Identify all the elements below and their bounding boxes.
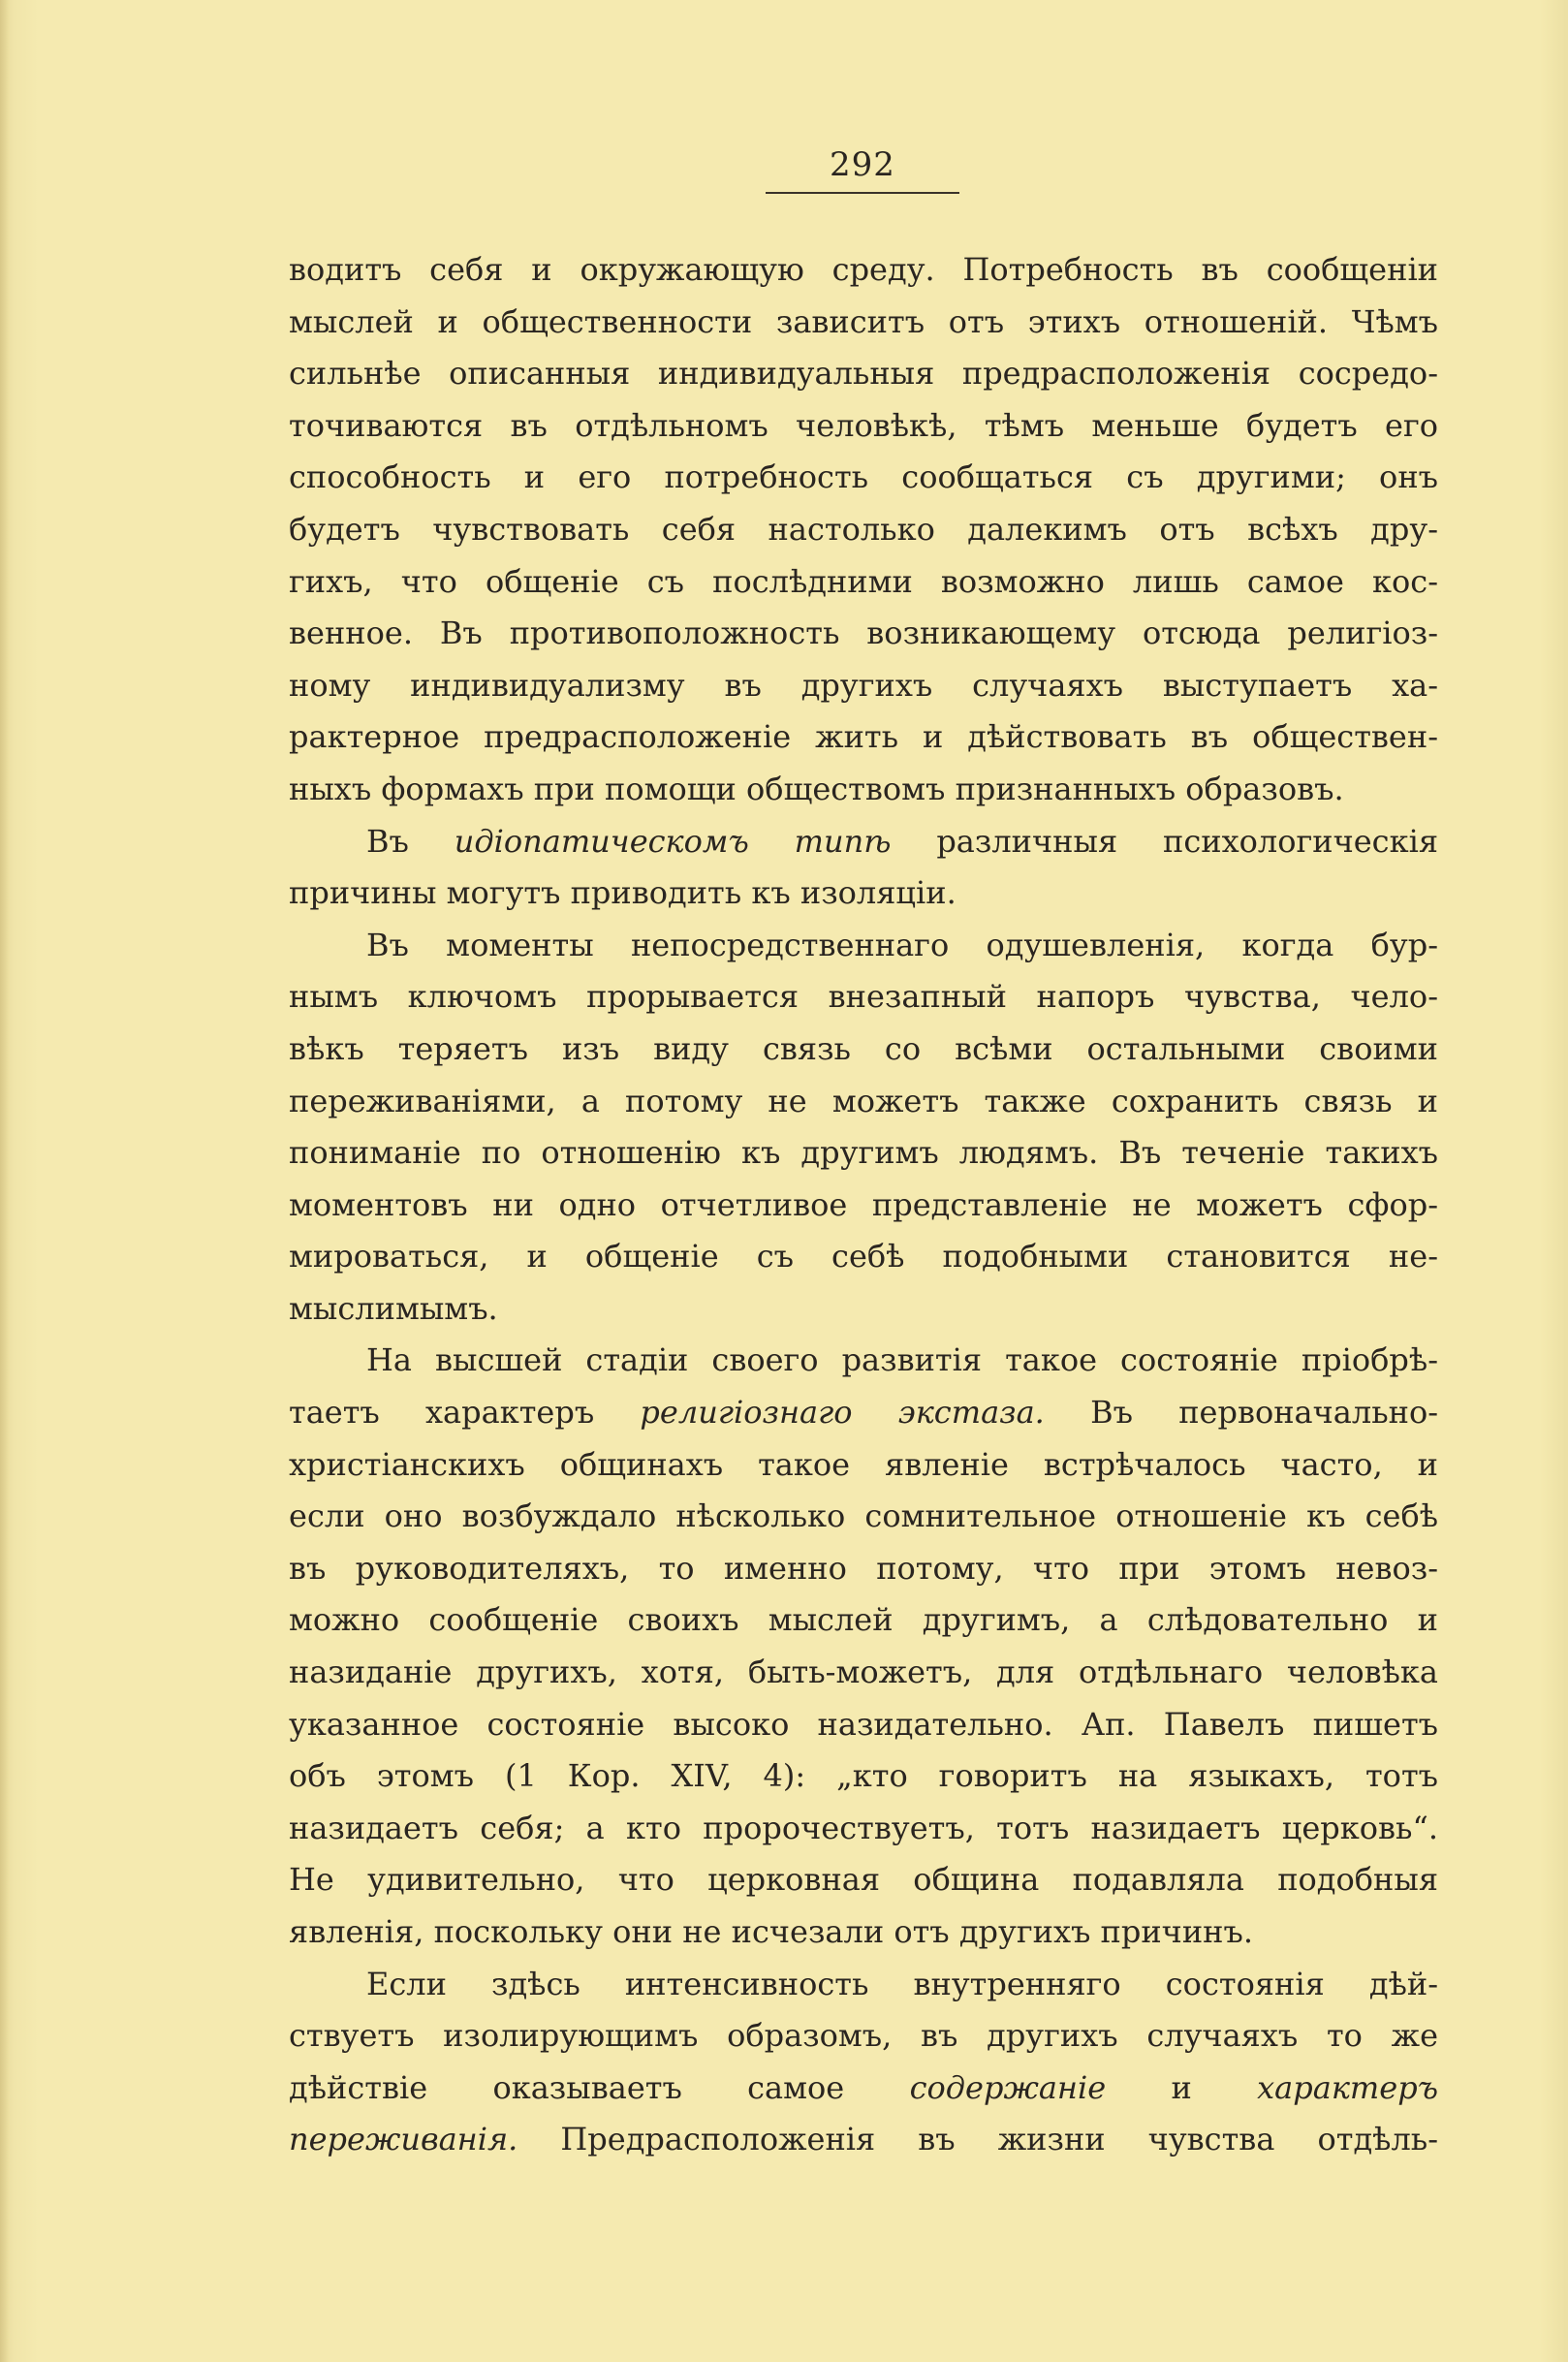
- text-line: мироваться, и общеніе съ себѣ подобными становится не-: [289, 1238, 1438, 1275]
- text-line: христіанскихъ общинахъ такое явленіе встрѣчалось часто, и: [289, 1445, 1438, 1483]
- text-line: [289, 2114, 1438, 2166]
- text-line: [289, 1387, 1438, 1439]
- text-line: Если здѣсь интенсивность внутренняго состоянія дѣй-: [366, 1965, 1438, 2002]
- text-line: [289, 816, 1438, 868]
- text-line: будетъ чувствовать себя настолько далекимъ отъ всѣхъ дру-: [289, 510, 1438, 548]
- text-line: сильнѣе описанныя индивидуальныя предрасположенія сосредо-: [289, 355, 1438, 393]
- text-line: назиданіе другихъ, хотя, быть-можетъ, для отдѣльнаго человѣка: [289, 1653, 1438, 1691]
- text-line: можно сообщеніе своихъ мыслей другимъ, а слѣдовательно и: [289, 1601, 1438, 1639]
- text-line: нымъ ключомъ прорывается внезапный напоръ чувства, чело-: [289, 978, 1438, 1016]
- text-segment: Въ первоначально-: [1044, 1394, 1439, 1432]
- text-line: Не удивительно, что церковная община подавляла подобныя: [289, 1861, 1438, 1899]
- text-line: способность и его потребность сообщаться съ другими; онъ: [289, 458, 1438, 496]
- text-line: рактерное предрасположеніе жить и дѣйствовать въ обществен-: [289, 718, 1438, 756]
- text-line: въ руководителяхъ, то именно потому, что при этомъ невоз-: [289, 1549, 1438, 1587]
- text-line: водитъ себя и окружающую среду. Потребность въ сообщеніи: [289, 251, 1438, 288]
- text-line: мыслей и общественности зависитъ отъ этихъ отношеній. Чѣмъ: [289, 302, 1438, 340]
- text-segment: и: [1106, 2068, 1258, 2106]
- text-line: вѣкъ теряетъ изъ виду связь со всѣми остальными своими: [289, 1029, 1438, 1067]
- text-line: назидаетъ себя; а кто пророчествуетъ, тотъ назидаетъ церковь“.: [289, 1809, 1438, 1846]
- page-number: 292: [830, 145, 895, 184]
- text-line: явленія, поскольку они не исчезали отъ другихъ причинъ.: [289, 1913, 1253, 1950]
- italic-term: содержаніе: [909, 2068, 1107, 2106]
- text-line: объ этомъ (1 Кор. XIV, 4): „кто говоритъ на языкахъ, тотъ: [289, 1757, 1438, 1795]
- text-segment: дѣйствіе оказываетъ самое: [289, 2068, 910, 2106]
- text-line: На высшей стадіи своего развитія такое состояніе пріобрѣ-: [366, 1341, 1438, 1379]
- italic-term: переживанія.: [289, 2121, 518, 2158]
- italic-term: идіопатическомъ типѣ: [454, 822, 892, 860]
- italic-term: характеръ: [1257, 2068, 1439, 2106]
- text-line: мыслимымъ.: [289, 1289, 498, 1327]
- text-segment: Въ: [366, 822, 455, 860]
- text-line: Въ моменты непосредственнаго одушевленія, когда бур-: [366, 926, 1438, 963]
- text-line: указанное состояніе высоко назидательно. Ап. Павелъ пишетъ: [289, 1705, 1438, 1743]
- text-segment: таетъ характеръ: [289, 1394, 641, 1432]
- body-text: [289, 244, 1438, 2166]
- text-segment: различныя психологическія: [891, 822, 1439, 860]
- text-line: если оно возбуждало нѣсколько сомнительное отношеніе къ себѣ: [289, 1497, 1438, 1535]
- text-line: точиваются въ отдѣльномъ человѣкѣ, тѣмъ меньше будетъ его: [289, 406, 1438, 444]
- text-line: [289, 2063, 1438, 2115]
- italic-term: религіознаго экстаза.: [640, 1394, 1045, 1432]
- text-line: ныхъ формахъ при помощи обществомъ признанныхъ образовъ.: [289, 770, 1344, 807]
- text-line: гихъ, что общеніе съ послѣдними возможно лишь самое кос-: [289, 562, 1438, 600]
- text-line: пониманіе по отношенію къ другимъ людямъ. Въ теченіе такихъ: [289, 1134, 1438, 1172]
- text-line: причины могутъ приводить къ изоляціи.: [289, 874, 956, 912]
- text-line: моментовъ ни одно отчетливое представленіе не можетъ сфор-: [289, 1185, 1438, 1223]
- text-line: ствуетъ изолирующимъ образомъ, въ другихъ случаяхъ то же: [289, 2017, 1438, 2055]
- text-line: венное. Въ противоположность возникающему отсюда религіоз-: [289, 614, 1438, 652]
- text-line: ному индивидуализму въ другихъ случаяхъ выступаетъ ха-: [289, 666, 1438, 704]
- header-rule: [766, 192, 959, 194]
- text-segment: Предрасположенія въ жизни чувства отдѣль-: [517, 2121, 1438, 2158]
- text-line: переживаніями, а потому не можетъ также сохранить связь и: [289, 1082, 1438, 1119]
- page-header: [766, 143, 959, 194]
- binding-edge: [0, 0, 10, 2362]
